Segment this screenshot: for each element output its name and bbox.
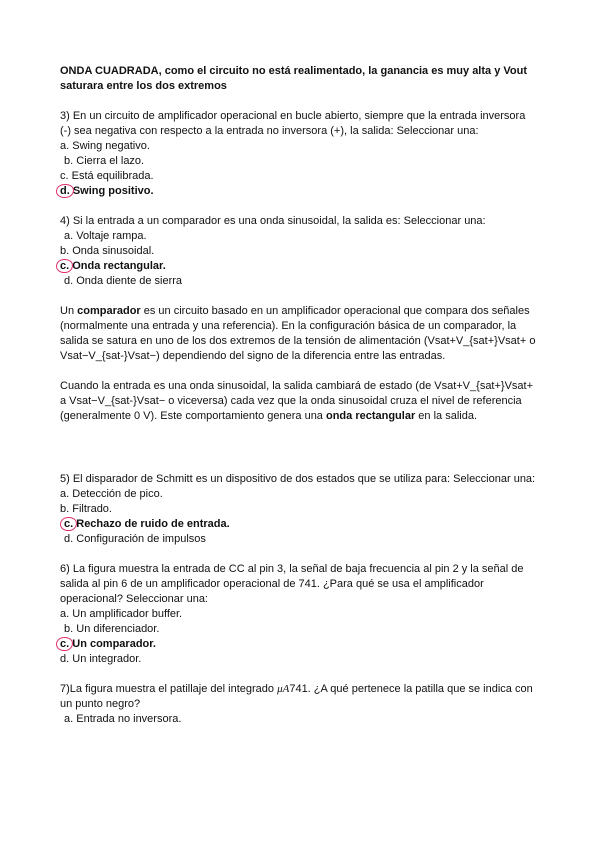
question-5-option-c <box>60 517 538 532</box>
option-letter: d. <box>64 533 74 545</box>
option-letter: c. <box>60 170 69 182</box>
question-7 <box>60 682 538 727</box>
correct-answer-letter: c. <box>60 638 70 650</box>
option-letter: b. <box>64 623 74 635</box>
explanation-paragraph-2 <box>60 379 538 424</box>
option-letter: b. <box>60 503 70 515</box>
option-letter: a. <box>60 608 70 620</box>
option-letter: b. <box>60 245 70 257</box>
option-text: Rechazo de ruido de entrada. <box>76 518 230 530</box>
paragraph-text: es un circuito basado en un amplificador operacional que compara dos señales (normalmente una entrada y una referencia). En la configuración básica de un comparador, la salida se satura en uno de los dos extremos de la tensión de alimentación (Vsat+V_{sat+}Vsat+ o Vsat−V_{sat-}Vsat−) dependiendo del signo de la diferencia entre las entradas. <box>60 305 536 362</box>
question-5-option-d <box>60 532 538 547</box>
question-4-text: 4) Si la entrada a un comparador es una onda sinusoidal, la salida es: Seleccionar una: <box>60 215 486 227</box>
intro-note: ONDA CUADRADA, como el circuito no está realimentado, la ganancia es muy alta y Vout saturara entre los dos extremos <box>60 65 527 92</box>
option-text: Un diferenciador. <box>76 623 160 635</box>
question-5-text: 5) El disparador de Schmitt es un dispositivo de dos estados que se utiliza para: Seleccionar una: <box>60 473 536 485</box>
option-text: Un comparador. <box>72 638 156 650</box>
question-3-option-c <box>60 169 538 184</box>
option-letter: b. <box>64 155 74 167</box>
question-5-option-b <box>60 502 538 517</box>
option-text: Está equilibrada. <box>71 170 154 182</box>
option-text: Voltaje rampa. <box>76 230 147 242</box>
question-4-option-c <box>60 259 538 274</box>
question-4 <box>60 214 538 289</box>
option-text: Detección de pico. <box>72 488 163 500</box>
option-text: Entrada no inversora. <box>76 713 182 725</box>
chip-name-italic: μA <box>277 683 290 695</box>
correct-answer-letter: c. <box>64 518 74 530</box>
bold-term: comparador <box>77 305 141 317</box>
question-6-option-c <box>60 637 538 652</box>
option-text: Onda sinusoidal. <box>72 245 155 257</box>
option-text: Cierra el lazo. <box>76 155 145 167</box>
paragraph-text: en la salida. <box>415 410 477 422</box>
option-letter: d. <box>60 653 70 665</box>
question-5-option-a <box>60 487 538 502</box>
paragraph-text: Cuando la entrada es una onda sinusoidal, la salida cambiará de estado (de Vsat+V_{sat+}Vsat+ a Vsat−V_{sat-}Vsat− o viceversa) cada vez que la onda sinusoidal cruza el nivel de referencia (generalmente 0 V). Este comportamiento genera una <box>60 380 534 422</box>
question-6 <box>60 562 538 667</box>
correct-answer-letter: c. <box>60 260 70 272</box>
option-text: Swing positivo. <box>72 185 154 197</box>
question-4-option-d <box>60 274 538 289</box>
correct-answer-letter: d. <box>60 185 70 197</box>
option-letter: a. <box>64 713 74 725</box>
question-7-option-a <box>60 712 538 727</box>
question-5 <box>60 472 538 547</box>
question-text: 741. ¿A qué pertenece la patilla que se indica con un punto negro? <box>60 683 533 710</box>
question-3-option-d <box>60 184 538 199</box>
question-6-option-a <box>60 607 538 622</box>
option-text: Configuración de impulsos <box>76 533 206 545</box>
option-text: Onda rectangular. <box>72 260 166 272</box>
option-text: Swing negativo. <box>72 140 150 152</box>
question-3-option-b <box>60 154 538 169</box>
question-6-option-d <box>60 652 538 667</box>
option-letter: d. <box>64 275 74 287</box>
question-6-option-b <box>60 622 538 637</box>
option-text: Onda diente de sierra <box>76 275 183 287</box>
option-letter: a. <box>64 230 74 242</box>
bold-term: onda rectangular <box>325 410 416 422</box>
question-3-text: 3) En un circuito de amplificador operacional en bucle abierto, siempre que la entrada inversora (-) sea negativa con respecto a la entrada no inversora (+), la salida: Seleccionar una: <box>60 110 526 137</box>
option-text: Un integrador. <box>72 653 142 665</box>
question-7-text <box>60 682 538 712</box>
option-letter: a. <box>60 488 70 500</box>
option-letter: a. <box>60 140 70 152</box>
explanation-paragraph-1 <box>60 304 538 364</box>
question-6-text: 6) La figura muestra la entrada de CC al pin 3, la señal de baja frecuencia al pin 2 y la señal de salida al pin 6 de un amplificador operacional de 741. ¿Para qué se usa el amplificador operacional? Seleccionar una: <box>60 563 524 605</box>
question-4-option-a <box>60 229 538 244</box>
question-3-option-a <box>60 139 538 154</box>
question-4-option-b <box>60 244 538 259</box>
paragraph-text: Un <box>60 305 78 317</box>
question-3 <box>60 109 538 199</box>
option-text: Un amplificador buffer. <box>72 608 183 620</box>
question-text: 7)La figura muestra el patillaje del integrado <box>60 683 278 695</box>
option-text: Filtrado. <box>72 503 112 515</box>
